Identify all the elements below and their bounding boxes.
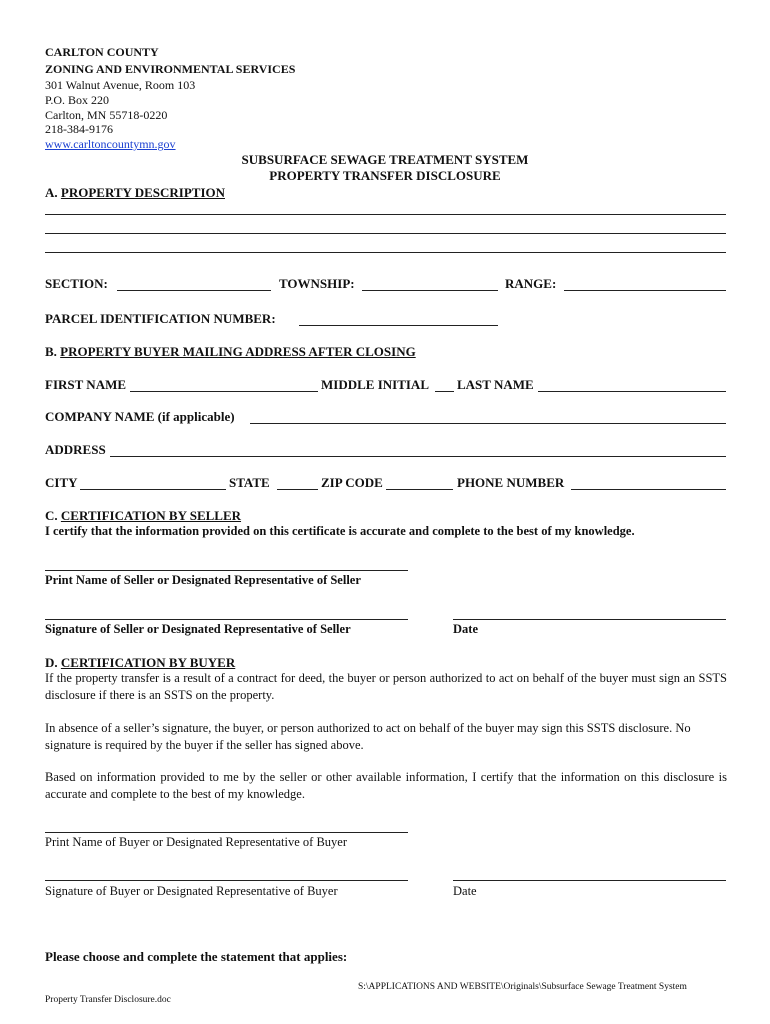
phone-number-field[interactable] bbox=[571, 489, 726, 490]
section-c-heading bbox=[45, 508, 241, 524]
buyer-certification-paragraph: Based on information provided to me by the seller or other available information, I certify that the information on this disclosure is accurate and complete to the best of my knowledge. bbox=[45, 770, 727, 801]
seller-signature-field[interactable] bbox=[45, 619, 408, 620]
state-label: STATE bbox=[229, 475, 270, 490]
section-a-letter: A. bbox=[45, 185, 58, 200]
department-name: ZONING AND ENVIRONMENTAL SERVICES bbox=[45, 62, 296, 76]
seller-date-field[interactable] bbox=[453, 619, 726, 620]
buyer-print-name-label: Print Name of Buyer or Designated Representative of Buyer bbox=[45, 835, 347, 849]
section-b-title: PROPERTY BUYER MAILING ADDRESS AFTER CLOSING bbox=[60, 344, 416, 359]
state-field[interactable] bbox=[277, 489, 318, 490]
seller-signature-label: Signature of Seller or Designated Representative of Seller bbox=[45, 622, 351, 636]
seller-date-label: Date bbox=[453, 622, 478, 636]
zip-code-field[interactable] bbox=[386, 489, 453, 490]
section-d-heading bbox=[45, 655, 235, 671]
section-a-heading bbox=[45, 185, 225, 201]
first-name-label: FIRST NAME bbox=[45, 377, 127, 392]
section-b-letter: B. bbox=[45, 344, 57, 359]
address-label: ADDRESS bbox=[45, 442, 106, 457]
form-title-line1: SUBSURFACE SEWAGE TREATMENT SYSTEM bbox=[241, 152, 529, 167]
city-state-zip: Carlton, MN 55718-0220 bbox=[45, 108, 168, 122]
township-label: TOWNSHIP: bbox=[279, 276, 355, 291]
form-title-line2: PROPERTY TRANSFER DISCLOSURE bbox=[269, 168, 501, 183]
phone-number-label: PHONE NUMBER bbox=[457, 475, 565, 490]
section-field[interactable] bbox=[117, 290, 271, 291]
property-description-line-3[interactable] bbox=[45, 252, 726, 253]
section-c-title: CERTIFICATION BY SELLER bbox=[60, 508, 242, 523]
seller-print-name-field[interactable] bbox=[45, 570, 408, 571]
zip-code-label: ZIP CODE bbox=[321, 475, 383, 490]
section-d-letter: D. bbox=[45, 655, 58, 670]
middle-initial-label: MIDDLE INITIAL bbox=[321, 377, 429, 392]
closing-prompt: Please choose and complete the statement that applies: bbox=[45, 949, 348, 964]
parcel-id-label: PARCEL IDENTIFICATION NUMBER: bbox=[45, 311, 276, 326]
section-a-title: PROPERTY DESCRIPTION bbox=[60, 185, 225, 200]
po-box: P.O. Box 220 bbox=[45, 93, 110, 107]
buyer-signature-field[interactable] bbox=[45, 880, 408, 881]
company-name-label: COMPANY NAME (if applicable) bbox=[45, 409, 235, 424]
buyer-date-label: Date bbox=[453, 884, 477, 898]
phone-number: 218-384-9176 bbox=[45, 122, 113, 136]
section-d-title: CERTIFICATION BY BUYER bbox=[60, 655, 236, 670]
footer-file-name: Property Transfer Disclosure.doc bbox=[45, 995, 171, 1005]
footer-file-path: S:\APPLICATIONS AND WEBSITE\Originals\Subsurface Sewage Treatment System bbox=[358, 982, 687, 992]
seller-print-name-label: Print Name of Seller or Designated Representative of Seller bbox=[45, 573, 361, 587]
city-field[interactable] bbox=[80, 489, 226, 490]
website-link[interactable]: www.carltoncountymn.gov bbox=[45, 137, 176, 151]
buyer-print-name-field[interactable] bbox=[45, 832, 408, 833]
buyer-signature-label: Signature of Buyer or Designated Representative of Buyer bbox=[45, 884, 338, 898]
middle-initial-field[interactable] bbox=[435, 391, 454, 392]
parcel-id-field[interactable] bbox=[299, 325, 498, 326]
last-name-field[interactable] bbox=[538, 391, 726, 392]
county-name: CARLTON COUNTY bbox=[45, 45, 159, 59]
range-label: RANGE: bbox=[505, 276, 557, 291]
property-description-line-2[interactable] bbox=[45, 233, 726, 234]
section-label: SECTION: bbox=[45, 276, 108, 291]
range-field[interactable] bbox=[564, 290, 726, 291]
seller-certification-statement: I certify that the information provided on this certificate is accurate and complete to the best of my knowledge. bbox=[45, 524, 635, 538]
buyer-date-field[interactable] bbox=[453, 880, 726, 881]
section-c-letter: C. bbox=[45, 508, 58, 523]
address-field[interactable] bbox=[110, 456, 726, 457]
buyer-absence-paragraph: In absence of a seller’s signature, the buyer, or person authorized to act on behalf of the buyer may sign this SSTS disclosure. No signature is required by the buyer if the seller has signed above. bbox=[45, 721, 691, 752]
first-name-field[interactable] bbox=[130, 391, 318, 392]
property-description-line-1[interactable] bbox=[45, 214, 726, 215]
city-label: CITY bbox=[45, 475, 78, 490]
buyer-contract-for-deed-paragraph: If the property transfer is a result of a contract for deed, the buyer or person authorized to act on behalf of the buyer must sign an SSTS disclosure if there is an SSTS on the property. bbox=[45, 671, 727, 702]
last-name-label: LAST NAME bbox=[457, 377, 534, 392]
section-b-heading bbox=[45, 344, 416, 360]
company-name-field[interactable] bbox=[250, 423, 726, 424]
township-field[interactable] bbox=[362, 290, 498, 291]
street-address: 301 Walnut Avenue, Room 103 bbox=[45, 78, 196, 92]
